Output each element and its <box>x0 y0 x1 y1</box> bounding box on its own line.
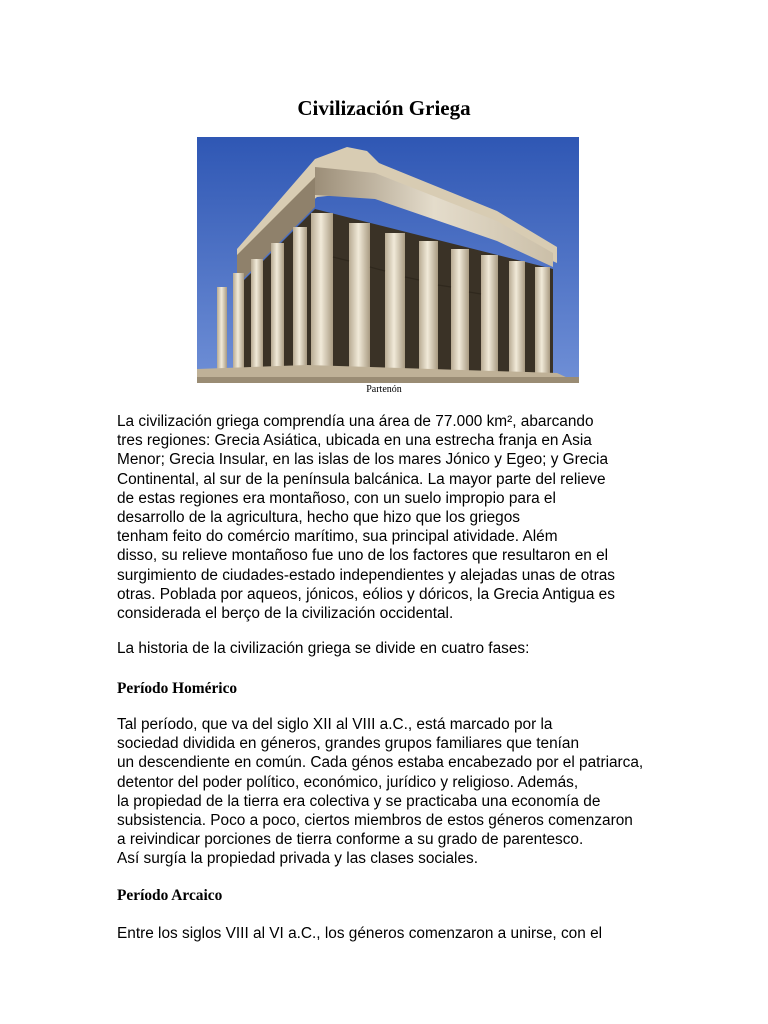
text-line: La historia de la civilización griega se divide en cuatro fases: <box>117 640 530 657</box>
text-line: desarrollo de la agricultura, hecho que hizo que los griegos <box>117 509 520 527</box>
text-line: surgimiento de ciudades-estado independientes y alejadas unas de otras <box>117 566 615 584</box>
text-line: detentor del poder político, económico, jurídico y religioso. Además, <box>117 773 579 791</box>
paragraph-homerico <box>117 715 677 869</box>
text-line: la propiedad de la tierra era colectiva y se practicaba una economía de <box>117 792 601 810</box>
text-line: considerada el berço de la civilización occidental. <box>117 605 454 623</box>
parthenon-photo <box>197 137 579 383</box>
figure-caption: Partenón <box>366 384 402 395</box>
text-line: un descendiente en común. Cada génos estaba encabezado por el patriarca, <box>117 754 644 772</box>
text-line: otras. Poblada por aqueos, jónicos, eólios y dóricos, la Grecia Antigua es <box>117 585 615 603</box>
text-line: Así surgía la propiedad privada y las clases sociales. <box>117 850 479 868</box>
section-heading-arcaico: Período Arcaico <box>117 887 223 904</box>
text-line: disso, su relieve montañoso fue uno de los factores que resultaron en el <box>117 547 609 565</box>
text-line: Entre los siglos VIII al VI a.C., los géneros comenzaron a unirse, con el <box>117 925 603 942</box>
section-heading-homerico: Período Homérico <box>117 680 238 697</box>
text-line: tres regiones: Grecia Asiática, ubicada en una estrecha franja en Asia <box>117 432 592 450</box>
text-line: Tal período, que va del siglo XII al VIII a.C., está marcado por la <box>117 716 553 733</box>
text-line: La civilización griega comprendía una área de 77.000 km², abarcando <box>117 413 594 430</box>
text-line: subsistencia. Poco a poco, ciertos miembros de estos géneros comenzaron <box>117 812 633 830</box>
text-line: Menor; Grecia Insular, en las islas de los mares Jónico y Egeo; y Grecia <box>117 451 609 469</box>
text-line: tenham feito do comércio marítimo, sua principal atividade. Além <box>117 528 558 546</box>
text-line: sociedad dividida en géneros, grandes grupos familiares que tenían <box>117 735 580 753</box>
paragraph-intro <box>117 412 677 623</box>
document-title: Civilización Griega <box>297 96 471 120</box>
text-line: Continental, al sur de la península balcánica. La mayor parte del relieve <box>117 470 606 488</box>
text-line: a reivindicar porciones de tierra conforme a su grado de parentesco. <box>117 831 584 849</box>
paragraph-arcaico <box>117 924 677 943</box>
paragraph-phases <box>117 639 677 658</box>
text-line: de estas regiones era montañoso, con un suelo impropio para el <box>117 489 556 507</box>
